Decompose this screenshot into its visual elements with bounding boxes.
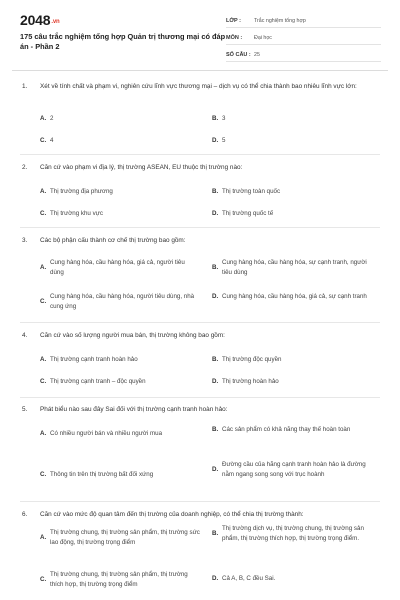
option-c[interactable] [40, 570, 200, 589]
option-text: Có nhiều người bán và nhiều người mua [50, 430, 163, 437]
option-letter: B. [212, 264, 219, 271]
option-letter: C. [40, 210, 47, 218]
question-separator [20, 322, 380, 323]
option-c[interactable] [40, 136, 200, 146]
option-b[interactable] [212, 258, 372, 277]
question-text: Căn cứ vào số lượng người mua bán, thị trường không bao gồm: [40, 332, 225, 339]
question-number: 4. [22, 332, 28, 339]
option-letter: A. [40, 188, 47, 196]
header-divider [12, 70, 388, 71]
option-text: 5 [222, 137, 226, 144]
option-letter: B. [212, 115, 219, 123]
option-text: 4 [50, 137, 54, 144]
question-text: Phát biểu nào sau đây Sai đối với thị trường cạnh tranh hoàn hảo: [40, 406, 228, 413]
option-text: Thị trường toàn quốc [222, 188, 281, 195]
question-separator [20, 397, 380, 398]
option-letter: D. [212, 293, 219, 301]
option-a[interactable] [40, 355, 200, 365]
option-letter: D. [212, 575, 219, 583]
option-letter: C. [40, 471, 47, 479]
option-text: 2 [50, 115, 54, 122]
option-text: Thị trường khu vực [50, 210, 103, 217]
option-text: Cung hàng hóa, cầu hàng hóa, sự cạnh tranh, người tiêu dùng [222, 259, 367, 276]
option-text: Đường cầu của hãng cạnh tranh hoàn hảo là đường nằm ngang song song với trục hoành [222, 461, 366, 478]
meta-value-class: Trắc nghiệm tổng hợp [254, 17, 306, 24]
option-d[interactable] [212, 460, 372, 479]
question-number: 6. [22, 511, 28, 518]
logo-suffix: .vn [51, 19, 60, 25]
option-d[interactable] [212, 292, 372, 302]
question-number: 3. [22, 237, 28, 244]
logo-main: 2048 [20, 12, 51, 28]
option-text: Thị trường cạnh tranh hoàn hảo [50, 356, 138, 363]
option-letter: C. [40, 576, 47, 583]
meta-row-class [226, 14, 381, 28]
option-text: Thị trường chung, thị trường sản phẩm, thị trường thích hợp, thị trường trọng điểm [50, 571, 188, 588]
option-text: Thị trường cạnh tranh – độc quyền [50, 378, 146, 385]
option-letter: A. [40, 534, 47, 541]
option-letter: A. [40, 430, 47, 438]
meta-row-count [226, 48, 381, 62]
option-letter: A. [40, 264, 47, 271]
meta-label-subject: MÔN : [226, 34, 243, 41]
site-logo[interactable] [20, 12, 59, 28]
question-number: 2. [22, 164, 28, 171]
option-c[interactable] [40, 377, 200, 387]
option-text: 3 [222, 115, 226, 122]
option-d[interactable] [212, 209, 372, 219]
option-b[interactable] [212, 114, 372, 124]
option-text: Thị trường chung, thị trường sản phẩm, thị trường sức lao động, thị trường trọng điểm [50, 529, 200, 546]
option-d[interactable] [212, 574, 372, 584]
question-separator [20, 154, 380, 155]
option-text: Các sản phẩm có khả năng thay thế hoàn toàn [222, 426, 351, 433]
option-c[interactable] [40, 292, 200, 311]
option-text: Thị trường hoàn hảo [222, 378, 279, 385]
option-b[interactable] [212, 355, 372, 365]
option-text: Thông tin trên thị trường bất đối xứng [50, 471, 154, 478]
option-a[interactable] [40, 114, 200, 124]
option-letter: D. [212, 137, 219, 145]
question-text: Các bộ phận cấu thành cơ chế thị trường bao gồm: [40, 237, 186, 244]
option-a[interactable] [40, 258, 200, 277]
option-a[interactable] [40, 528, 200, 547]
option-b[interactable] [212, 524, 372, 543]
question-separator [20, 227, 380, 228]
question-number: 5. [22, 406, 28, 413]
option-letter: A. [40, 115, 47, 123]
question-separator [20, 501, 380, 502]
option-d[interactable] [212, 136, 372, 146]
question-text: Căn cứ vào phạm vi địa lý, thị trường ASEAN, EU thuộc thị trường nào: [40, 164, 243, 171]
option-text: Thị trường quốc tế [222, 210, 274, 217]
meta-value-subject: Đại học [254, 34, 272, 41]
option-text: Thị trường địa phương [50, 188, 113, 195]
meta-row-subject [226, 31, 381, 45]
document-header [0, 0, 400, 68]
page-title: 175 câu trắc nghiệm tổng hợp Quản trị thương mại có đáp án - Phần 2 [20, 32, 226, 51]
question-number: 1. [22, 83, 28, 90]
option-letter: B. [212, 356, 219, 364]
option-d[interactable] [212, 377, 372, 387]
option-a[interactable] [40, 429, 200, 439]
option-letter: C. [40, 137, 47, 145]
option-text: Cung hàng hóa, cầu hàng hóa, người tiêu dùng, nhà cung ứng [50, 293, 195, 310]
option-text: Cả A, B, C đều Sai. [222, 575, 276, 582]
option-b[interactable] [212, 425, 372, 435]
question-text: Xét về tính chất và phạm vi, nghiên cứu lĩnh vực thương mại – dịch vụ có thể chia thành bao nhiêu lĩnh vực lớn: [40, 83, 357, 90]
option-letter: A. [40, 356, 47, 364]
option-letter: B. [212, 426, 219, 434]
option-letter: B. [212, 530, 219, 537]
meta-label-class: LỚP : [226, 17, 241, 24]
option-text: Cung hàng hóa, cầu hàng hóa, giá cả, sự cạnh tranh [222, 293, 367, 300]
option-c[interactable] [40, 470, 200, 480]
meta-value-count: 25 [254, 51, 260, 58]
question-text: Căn cứ vào mức độ quan tâm đến thị trường của doanh nghiệp, có thể chia thị trường thành: [40, 511, 304, 518]
option-b[interactable] [212, 187, 372, 197]
option-letter: D. [212, 210, 219, 218]
option-c[interactable] [40, 209, 200, 219]
option-a[interactable] [40, 187, 200, 197]
meta-info [226, 14, 381, 62]
option-letter: D. [212, 378, 219, 386]
option-text: Thị trường độc quyền [222, 356, 282, 363]
option-text: Thị trường dịch vụ, thị trường chung, thị trường sản phẩm, thị trường thích hợp, thị trường trọng điểm. [222, 525, 364, 542]
option-letter: D. [212, 466, 219, 473]
option-letter: C. [40, 378, 47, 386]
option-letter: B. [212, 188, 219, 196]
option-text: Cung hàng hóa, cầu hàng hóa, giá cả, người tiêu dùng [50, 259, 185, 276]
option-letter: C. [40, 298, 47, 305]
meta-label-count: SỐ CÂU : [226, 51, 251, 58]
